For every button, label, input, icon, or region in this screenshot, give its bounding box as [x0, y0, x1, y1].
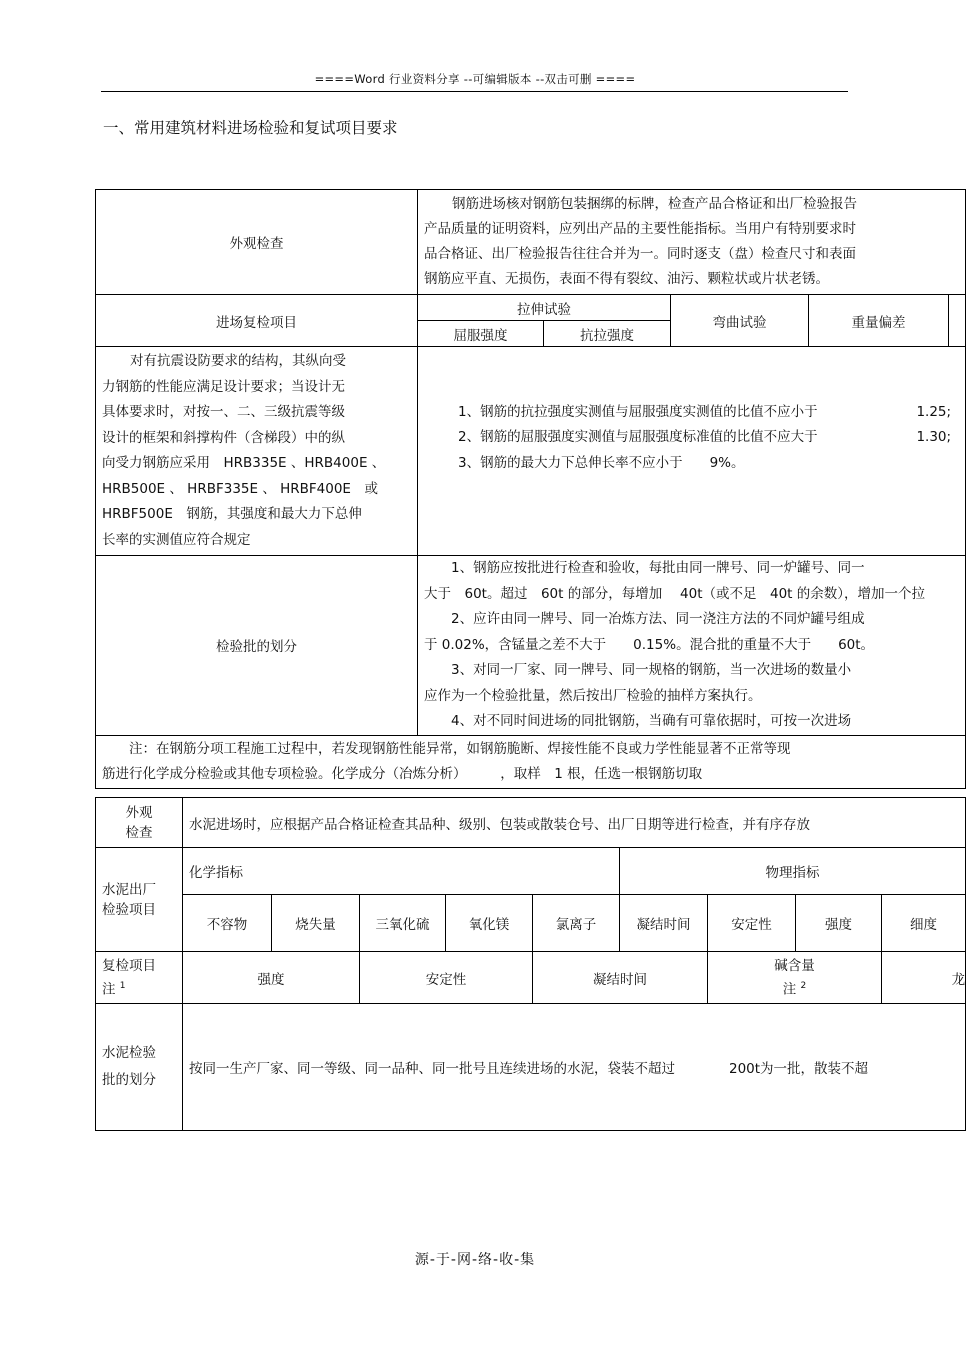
footnote-mark: 2: [800, 980, 807, 991]
table-row: [96, 190, 966, 295]
list-item: 3、对同一厂家、同一牌号、同一规格的钢筋，当一次进场的数量小: [424, 662, 852, 678]
table-row: [96, 848, 966, 895]
retest-soundness: 安定性: [360, 952, 533, 1004]
tensile-test-header: 拉伸试验: [418, 295, 671, 321]
retest-alkali-content: [708, 952, 882, 1004]
rebar-retest-label: 进场复检项目: [96, 295, 418, 347]
requirement-value: [951, 451, 959, 477]
bending-test-header: 弯曲试验: [671, 295, 809, 347]
seismic-requirements-list: [418, 347, 966, 556]
label-line: 检查: [125, 824, 153, 841]
requirement-value: 1.30;: [916, 429, 952, 446]
list-item: 筋进行化学成分检验或其他专项检验。化学成分（冶炼分析） ，取样 1 根，任选一根钢筋切取: [102, 765, 703, 782]
truncated-cell: [949, 295, 966, 347]
spacer: [458, 476, 959, 502]
label-line: 复检项目: [102, 957, 156, 974]
list-item: 长率的实测值应符合规定: [102, 531, 251, 548]
requirement-value: 1.25;: [916, 403, 952, 420]
label-text: 注: [102, 981, 116, 998]
rebar-appearance-text: [418, 190, 966, 295]
table-row: [96, 735, 966, 788]
list-item: 对有抗震设防要求的结构，其纵向受: [130, 353, 346, 369]
requirement-text: 1、钢筋的抗拉强度实测值与屈服强度实测值的比值不应小于: [458, 403, 818, 420]
table-row: [96, 295, 966, 321]
item-soundness: 安定性: [708, 895, 796, 952]
table-row: [96, 347, 966, 556]
list-item: 大于 60t。超过 60t 的部分，每增加 40t（或不足 40t 的余数），增加一个拉: [424, 585, 926, 602]
chemical-index-header: 化学指标: [183, 848, 620, 895]
cement-batch-text: 按同一生产厂家、同一等级、同一品种、同一批号且连续进场的水泥，袋装不超过 200t为一批，散装不超: [183, 1004, 966, 1131]
label-line: [783, 976, 807, 1000]
rebar-inspection-table: [95, 189, 966, 789]
cement-factory-label: [96, 848, 183, 952]
page-header: ====Word 行业资料分享 --可编辑版本 --双击可删 ====: [314, 72, 636, 86]
label-line: 外观: [125, 804, 153, 821]
item-sulfur-trioxide: 三氧化硫: [360, 895, 446, 952]
yield-strength-header: 屈服强度: [418, 321, 544, 347]
table-row: [96, 895, 966, 952]
rebar-note: [96, 735, 966, 788]
item-magnesium-oxide: 氧化镁: [446, 895, 533, 952]
page-footer: 源-于-网-络-收-集: [414, 1252, 536, 1268]
list-item: 应作为一个检验批量，然后按出厂检验的抽样方案执行。: [424, 687, 762, 704]
item-fineness: 细度: [882, 895, 966, 952]
list-item: 钢筋进场核对钢筋包装捆绑的标牌，检查产品合格证和出厂检验报告: [452, 196, 857, 212]
list-item: HRB500E 、 HRBF335E 、 HRBF400E 或: [102, 480, 378, 497]
rebar-batch-text: [418, 556, 966, 736]
label-line: 水泥检验: [102, 1045, 156, 1061]
seismic-requirement-text: [96, 347, 418, 556]
label-line: 检验项目: [102, 901, 156, 918]
rebar-batch-label: 检验批的划分: [96, 556, 418, 736]
item-loss-on-ignition: 烧失量: [272, 895, 360, 952]
list-item: 4、对不同时间进场的同批钢筋，当确有可靠依据时，可按一次进场: [424, 713, 852, 729]
requirement-text: 2、钢筋的屈服强度实测值与屈服强度标准值的比值不应大于: [458, 429, 818, 446]
item-setting-time: 凝结时间: [620, 895, 708, 952]
cement-batch-label: [96, 1004, 183, 1131]
table-row: [96, 1004, 966, 1131]
list-item: 力钢筋的性能应满足设计要求；当设计无: [102, 378, 345, 395]
table-row: [96, 798, 966, 848]
list-item: 向受力钢筋应采用 HRB335E 、HRB400E 、: [102, 455, 386, 471]
list-item: 设计的框架和斜撑构件（含梯段）中的纵: [102, 429, 345, 446]
label-line: 碱含量: [774, 957, 815, 974]
list-item: 产品质量的证明资料，应列出产品的主要性能指标。当用户有特别要求时: [424, 221, 856, 237]
cement-retest-label: [96, 952, 183, 1004]
section-title: 一、常用建筑材料进场检验和复试项目要求: [103, 119, 398, 137]
list-item: 具体要求时，对按一、二、三级抗震等级: [102, 404, 345, 420]
requirement-text: 3、钢筋的最大力下总伸长率不应小于 9%。: [458, 454, 745, 471]
weight-deviation-header: 重量偏差: [809, 295, 949, 347]
list-item: 钢筋应平直、无损伤，表面不得有裂纹、油污、颗粒状或片状老锈。: [424, 271, 829, 287]
list-item: [458, 400, 959, 426]
list-item: [458, 425, 959, 451]
list-item: 1、钢筋应按批进行检查和验收，每批由同一牌号、同一炉罐号、同一: [424, 560, 865, 576]
item-chloride: 氯离子: [533, 895, 620, 952]
list-item: 2、应许由同一牌号、同一冶炼方法、同一浇注方法的不同炉罐号组成: [424, 611, 865, 627]
label-line: [102, 976, 126, 1000]
physical-index-header: 物理指标: [620, 848, 966, 895]
item-strength: 强度: [796, 895, 882, 952]
footnote-mark: 1: [119, 980, 126, 991]
rebar-appearance-label: 外观检查: [96, 190, 418, 295]
list-item: [458, 451, 959, 477]
list-item: HRBF500E 钢筋，其强度和最大力下总伸: [102, 506, 362, 522]
tensile-strength-header: 抗拉强度: [544, 321, 671, 347]
retest-strength: 强度: [183, 952, 360, 1004]
list-item: 品合格证、出厂检验报告往往合并为一。同时逐支（盘）检查尺寸和表面: [424, 246, 856, 262]
table-row: [96, 556, 966, 736]
table-row: [96, 952, 966, 1004]
header-divider: [101, 91, 848, 92]
cement-appearance-label: [96, 798, 183, 848]
label-text: 注: [782, 981, 797, 998]
label-line: 批的划分: [102, 1072, 156, 1088]
list-item: 于 0.02%，含锰量之差不大于 0.15%。混合批的重量不大于 60t。: [424, 636, 875, 653]
cement-inspection-table: [95, 797, 966, 1131]
retest-setting-time: 凝结时间: [533, 952, 708, 1004]
item-insoluble: 不容物: [183, 895, 272, 952]
retest-extra: 龙: [882, 952, 966, 1004]
list-item: 注：在钢筋分项工程施工过程中，若发现钢筋性能异常，如钢筋脆断、焊接性能不良或力学性能显著不正常等现: [102, 740, 791, 757]
label-line: 水泥出厂: [102, 881, 156, 898]
cement-appearance-text: 水泥进场时，应根据产品合格证检查其品种、级别、包装或散装仓号、出厂日期等进行检查，并有序存放: [183, 798, 966, 848]
